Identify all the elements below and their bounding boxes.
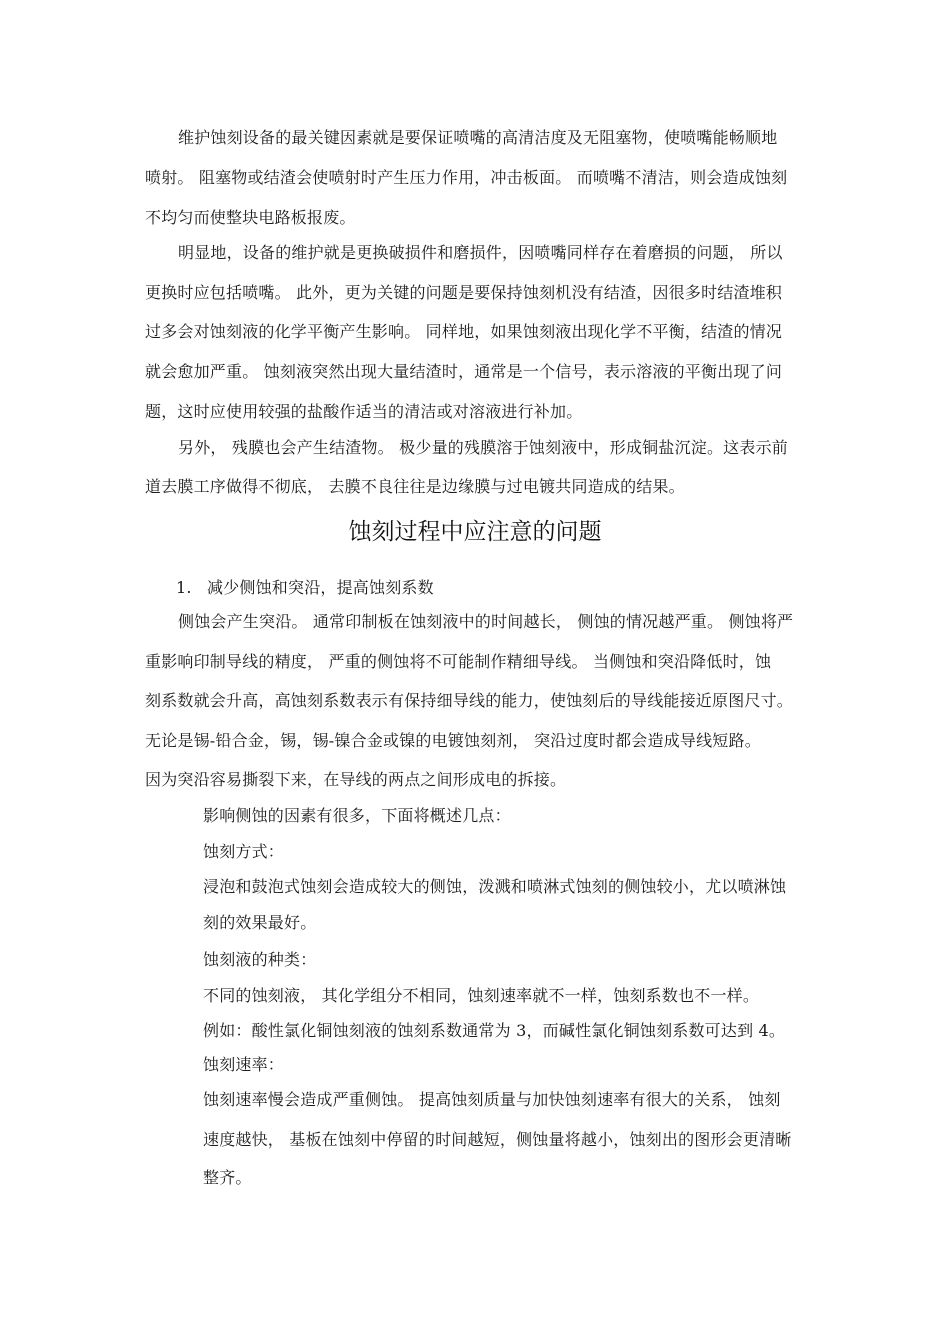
paragraph-line: 浸泡和鼓泡式蚀刻会造成较大的侧蚀，泼溅和喷淋式蚀刻的侧蚀较小，尤以喷淋蚀 — [203, 877, 787, 896]
paragraph-line: 过多会对蚀刻液的化学平衡产生影响。 同样地，如果蚀刻液出现化学不平衡，结渣的情况 — [145, 322, 783, 341]
paragraph-line: 道去膜工序做得不彻底， 去膜不良往往是边缘膜与过电镀共同造成的结果。 — [145, 477, 685, 496]
subheading-etchant-type: 蚀刻液的种类： — [203, 950, 317, 969]
paragraph-line: 另外， 残膜也会产生结渣物。 极少量的残膜溶于蚀刻液中，形成铜盐沉淀。这表示前 — [178, 438, 788, 457]
paragraph-line: 更换时应包括喷嘴。 此外，更为关键的问题是要保持蚀刻机没有结渣，因很多时结渣堆积 — [145, 283, 783, 302]
paragraph-line: 不同的蚀刻液， 其化学组分不相同，蚀刻速率就不一样，蚀刻系数也不一样。 — [203, 986, 760, 1005]
paragraph-line: 无论是锡-铅合金，锡，锡-镍合金或镍的电镀蚀刻剂， 突沿过度时都会造成导线短路。 — [145, 731, 761, 750]
paragraph-line: 刻的效果最好。 — [203, 913, 317, 932]
paragraph-line: 整齐。 — [203, 1168, 252, 1187]
paragraph-line: 例如：酸性氯化铜蚀刻液的蚀刻系数通常为 3，而碱性氯化铜蚀刻系数可达到 4。 — [203, 1021, 786, 1040]
paragraph-line: 不均匀而使整块电路板报废。 — [145, 208, 356, 227]
paragraph-line: 明显地，设备的维护就是更换破损件和磨损件，因喷嘴同样存在着磨损的问题， 所以 — [178, 243, 783, 262]
paragraph-line: 侧蚀会产生突沿。 通常印制板在蚀刻液中的时间越长， 侧蚀的情况越严重。 侧蚀将严 — [178, 612, 794, 631]
section-heading: 蚀刻过程中应注意的问题 — [348, 519, 602, 545]
paragraph-line: 喷射。 阻塞物或结渣会使喷射时产生压力作用，冲击板面。 而喷嘴不清洁，则会造成蚀刻 — [145, 168, 788, 187]
subheading-etching-method: 蚀刻方式： — [203, 842, 285, 861]
paragraph-line: 速度越快， 基板在蚀刻中停留的时间越短，侧蚀量将越小，蚀刻出的图形会更清晰 — [203, 1130, 792, 1149]
paragraph-line: 维护蚀刻设备的最关键因素就是要保证喷嘴的高清洁度及无阻塞物，使喷嘴能畅顺地 — [178, 128, 778, 147]
paragraph-line: 就会愈加严重。 蚀刻液突然出现大量结渣时，通常是一个信号，表示溶液的平衡出现了问 — [145, 362, 783, 381]
paragraph-line: 蚀刻速率慢会造成严重侧蚀。 提高蚀刻质量与加快蚀刻速率有很大的关系， 蚀刻 — [203, 1090, 781, 1109]
list-item-text: 减少侧蚀和突沿，提高蚀刻系数 — [207, 578, 434, 597]
paragraph-line: 因为突沿容易撕裂下来，在导线的两点之间形成电的拆接。 — [145, 770, 567, 789]
paragraph-line: 重影响印制导线的精度， 严重的侧蚀将不可能制作精细导线。 当侧蚀和突沿降低时，蚀 — [145, 652, 772, 671]
factors-intro: 影响侧蚀的因素有很多，下面将概述几点： — [203, 806, 511, 825]
paragraph-line: 刻系数就会升高，高蚀刻系数表示有保持细导线的能力，使蚀刻后的导线能接近原图尺寸。 — [145, 691, 794, 710]
paragraph-line: 题，这时应使用较强的盐酸作适当的清洁或对溶液进行补加。 — [145, 402, 583, 421]
subheading-etching-rate: 蚀刻速率： — [203, 1055, 285, 1074]
list-item-number: 1. — [176, 578, 192, 597]
